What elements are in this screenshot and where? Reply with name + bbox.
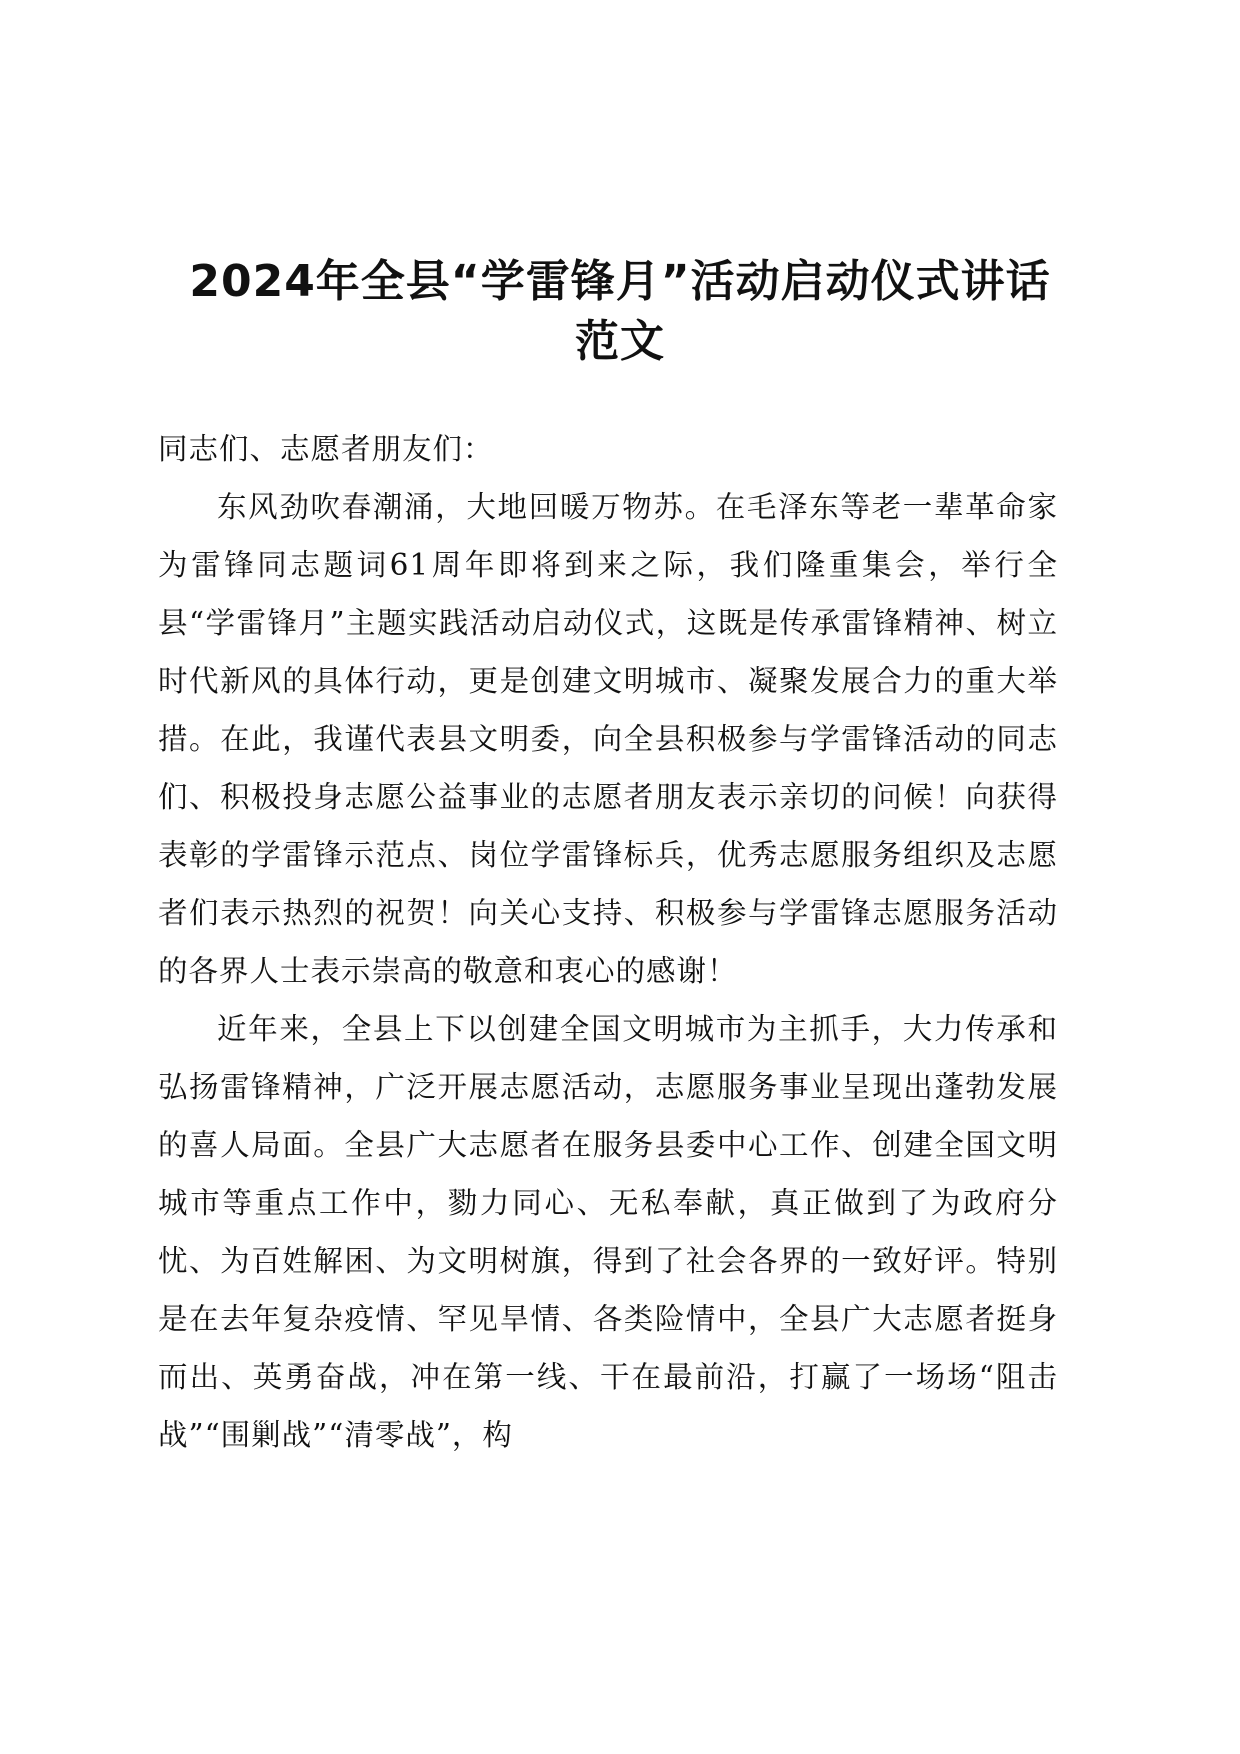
- title-line-2: 范文: [575, 316, 665, 367]
- title-line-1: 2024年全县“学雷锋月”活动启动仪式讲话: [189, 256, 1051, 307]
- paragraph: 近年来，全县上下以创建全国文明城市为主抓手，大力传承和弘扬雷锋精神，广泛开展志愿活动，志愿服务事业呈现出蓬勃发展的喜人局面。全县广大志愿者在服务县委中心工作、创建全国文明城市等重点工作中，勠力同心、无私奉献，真正做到了为政府分忧、为百姓解困、为文明树旗，得到了社会各界的一致好评。特别是在去年复杂疫情、罕见旱情、各类险情中，全县广大志愿者挺身而出、英勇奋战，冲在第一线、干在最前沿，打赢了一场场“阻击战”“围剿战”“清零战”，构: [158, 1012, 1058, 1452]
- paragraph: 东风劲吹春潮涌，大地回暖万物苏。在毛泽东等老一辈革命家为雷锋同志题词61周年即将到来之际，我们隆重集会，举行全县“学雷锋月”主题实践活动启动仪式，这既是传承雷锋精神、树立时代新风的具体行动，更是创建文明城市、凝聚发展合力的重大举措。在此，我谨代表县文明委，向全县积极参与学雷锋活动的同志们、积极投身志愿公益事业的志愿者朋友表示亲切的问候！向获得表彰的学雷锋示范点、岗位学雷锋标兵，优秀志愿服务组织及志愿者们表示热烈的祝贺！向关心支持、积极参与学雷锋志愿服务活动的各界人士表示崇高的敬意和衷心的感谢！: [158, 490, 1058, 988]
- salutation: 同志们、志愿者朋友们：: [158, 432, 494, 466]
- document-title: [150, 252, 1090, 372]
- document-body: [158, 420, 1058, 1464]
